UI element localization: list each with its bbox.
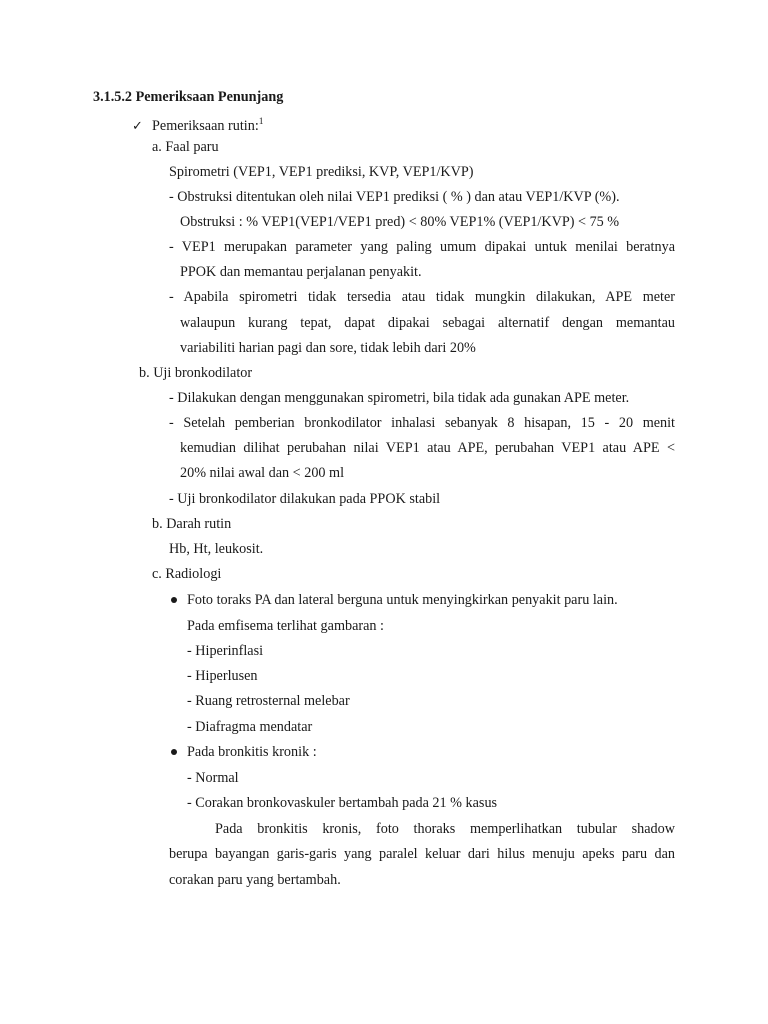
paragraph-line-3: corakan paru yang bertambah. — [169, 872, 341, 888]
bronchodilator-line-3: - Uji bronkodilator dilakukan pada PPOK stabil — [169, 491, 441, 507]
item-c-radiology: c. Radiologi — [152, 566, 222, 582]
bronchitis-item-2: - Corakan bronkovaskuler bertambah pada 21 % kasus — [187, 795, 498, 811]
blood-routine-line: Hb, Ht, leukosit. — [169, 541, 264, 557]
paragraph-line-1: Pada bronkitis kronis, foto thoraks memperlihatkan tubular shadow — [215, 821, 675, 837]
ape-line-1: - Apabila spirometri tidak tersedia atau tidak mungkin dilakukan, APE meter — [169, 289, 675, 305]
section-heading: 3.1.5.2 Pemeriksaan Penunjang — [93, 89, 284, 105]
bullet-icon — [171, 597, 177, 603]
item-a-faal-paru: a. Faal paru — [152, 139, 219, 155]
emphysema-item-1: - Hiperinflasi — [187, 643, 264, 659]
bullet-icon — [171, 749, 177, 755]
vep1-line-1: - VEP1 merupakan parameter yang paling umum dipakai untuk menilai beratnya — [169, 239, 675, 255]
xray-line-1: Foto toraks PA dan lateral berguna untuk menyingkirkan penyakit paru lain. — [187, 592, 618, 608]
chronic-bronchitis-heading: Pada bronkitis kronik : — [187, 744, 317, 760]
checkmark-icon: ✓ — [132, 119, 143, 134]
ape-line-2: walaupun kurang tepat, dapat dipakai sebagai alternatif dengan memantau — [180, 315, 675, 331]
bronchodilator-line-1: - Dilakukan dengan menggunakan spirometri, bila tidak ada gunakan APE meter. — [169, 390, 630, 406]
routine-exam-label: Pemeriksaan rutin: — [152, 118, 259, 134]
spirometry-line: Spirometri (VEP1, VEP1 prediksi, KVP, VEP1/KVP) — [169, 164, 474, 180]
paragraph-line-2: berupa bayangan garis-garis yang paralel keluar dari hilus menuju apeks paru dan — [169, 846, 675, 862]
vep1-line-2: PPOK dan memantau perjalanan penyakit. — [180, 264, 422, 280]
xray-line-2: Pada emfisema terlihat gambaran : — [187, 618, 384, 634]
obstruction-line-2: Obstruksi : % VEP1(VEP1/VEP1 pred) < 80% VEP1% (VEP1/KVP) < 75 % — [180, 214, 620, 230]
bronchodilator-line-2c: 20% nilai awal dan < 200 ml — [180, 465, 345, 481]
emphysema-item-2: - Hiperlusen — [187, 668, 258, 684]
ape-line-3: variabiliti harian pagi dan sore, tidak lebih dari 20% — [180, 340, 476, 356]
bronchodilator-line-2b: kemudian dilihat perubahan nilai VEP1 atau APE, perubahan VEP1 atau APE < — [180, 440, 675, 456]
bronchodilator-line-2a: - Setelah pemberian bronkodilator inhalasi sebanyak 8 hisapan, 15 - 20 menit — [169, 415, 675, 431]
item-b-blood-routine: b. Darah rutin — [152, 516, 232, 532]
obstruction-line-1: - Obstruksi ditentukan oleh nilai VEP1 prediksi ( % ) dan atau VEP1/KVP (%). — [169, 189, 620, 205]
emphysema-item-3: - Ruang retrosternal melebar — [187, 693, 350, 709]
item-b-bronchodilator-test: b. Uji bronkodilator — [139, 365, 253, 381]
emphysema-item-4: - Diafragma mendatar — [187, 719, 313, 735]
footnote-ref: 1 — [258, 117, 264, 127]
bronchitis-item-1: - Normal — [187, 770, 239, 786]
routine-exam-item — [132, 113, 264, 136]
